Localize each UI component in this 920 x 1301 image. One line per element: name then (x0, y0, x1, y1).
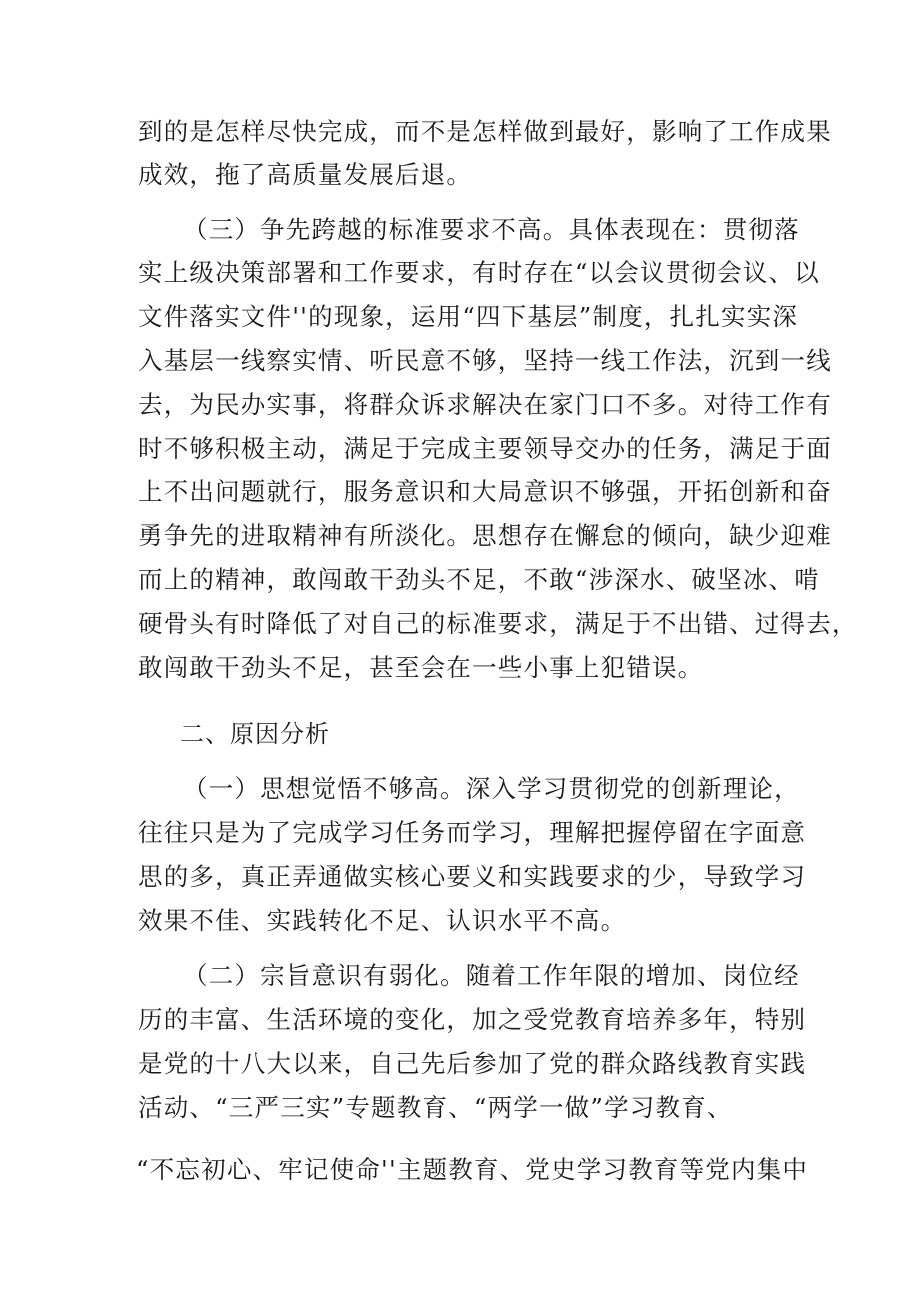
body-line: “不忘初心、牢记使命''主题教育、党史学习教育等党内集中 (136, 1155, 809, 1184)
section-heading: 二、原因分析 (180, 720, 330, 748)
body-line: 是党的十八大以来，自己先后参加了党的群众路线教育实践 (138, 1049, 807, 1078)
body-line: 上不出问题就行，服务意识和大局意识不够强，开拓创新和奋 (138, 477, 832, 506)
body-line: 时不够积极主动，满足于完成主要领导交办的任务，满足于面 (138, 434, 832, 463)
body-line: 勇争先的进取精神有所淡化。思想存在懈怠的倾向，缺少迎难 (138, 521, 832, 550)
body-line: 而上的精神，敢闯敢干劲头不足，不敢“涉深水、破坚冰、啃 (138, 565, 820, 594)
body-line: 往往只是为了完成学习任务而学习，理解把握停留在字面意 (138, 818, 807, 847)
body-line: 效果不佳、实践转化不足、认识水平不高。 (138, 906, 627, 935)
body-line: 入基层一线察实情、听民意不够，坚持一线工作法，沉到一线 (138, 346, 832, 375)
body-line: 历的丰富、生活环境的变化，加之受党教育培养多年，特别 (138, 1005, 807, 1034)
paragraph-start-line: （三）争先跨越的标准要求不高。具体表现在：贯彻落 (183, 215, 800, 244)
body-line: 实上级决策部署和工作要求，有时存在“以会议贯彻会议、以 (138, 258, 820, 287)
body-line: 去，为民办实事，将群众诉求解决在家门口不多。对待工作有 (138, 390, 832, 419)
body-line: 到的是怎样尽快完成，而不是怎样做到最好，影响了工作成果 (138, 117, 832, 146)
body-line: 思的多，真正弄通做实核心要义和实践要求的少，导致学习 (138, 862, 807, 891)
body-line: 成效，拖了高质量发展后退。 (138, 160, 473, 189)
paragraph-start-line: （二）宗旨意识有弱化。随着工作年限的增加、岗位经 (183, 961, 800, 990)
body-line: 文件落实文件''的现象，运用“四下基层”制度，扎扎实实深 (138, 302, 799, 331)
body-line: 敢闯敢干劲头不足，甚至会在一些小事上犯错误。 (138, 653, 704, 682)
body-line: 硬骨头有时降低了对自己的标准要求，满足于不出错、过得去， (138, 609, 858, 638)
body-line: 活动、“三严三实”专题教育、“两学一做”学习教育、 (138, 1093, 733, 1122)
paragraph-start-line: （一）思想觉悟不够高。深入学习贯彻党的创新理论， (183, 774, 800, 803)
